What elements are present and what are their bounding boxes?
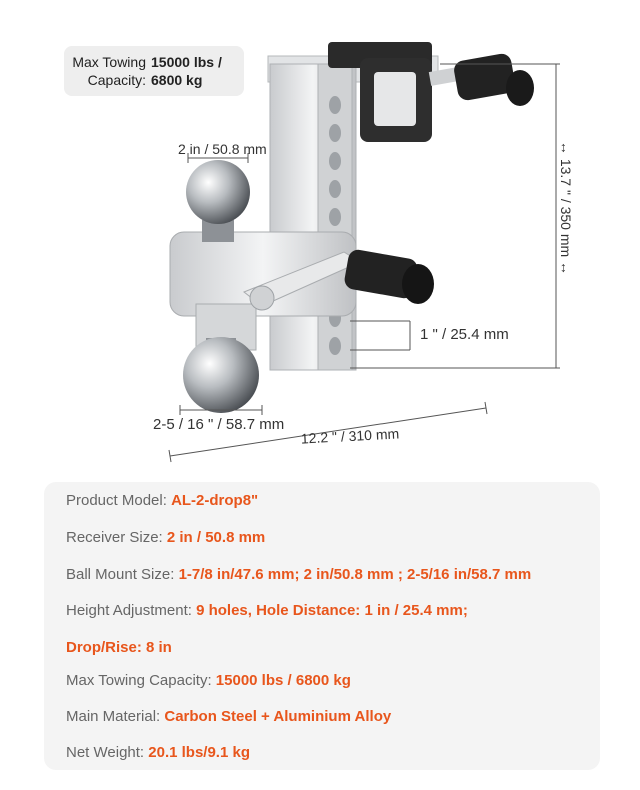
- badge-value-1: 15000 lbs /: [151, 54, 222, 70]
- spec-value: 15000 lbs / 6800 kg: [215, 672, 351, 689]
- bottom-hitch-ball: [183, 337, 259, 413]
- spec-row-model: [66, 492, 258, 509]
- badge-label-2: Capacity:: [87, 72, 146, 88]
- receiver-dimension-label: 2 in / 50.8 mm: [178, 141, 267, 157]
- spec-panel: [44, 482, 600, 770]
- top-hitch-ball: [186, 160, 250, 242]
- spec-value: 9 holes, Hole Distance: 1 in / 25.4 mm;: [196, 602, 468, 619]
- length-dimension-label: 12.2 " / 310 mm: [300, 425, 400, 447]
- hole-dimension-label: 1 " / 25.4 mm: [420, 326, 509, 343]
- spec-value: AL-2-drop8": [171, 492, 259, 509]
- spec-value: 20.1 lbs/9.1 kg: [148, 744, 250, 761]
- spec-label: Ball Mount Size:: [66, 566, 175, 583]
- spec-value: Carbon Steel + Aluminium Alloy: [164, 708, 392, 725]
- spec-value: Drop/Rise: 8 in: [66, 639, 172, 656]
- spec-row-drop: [66, 639, 172, 656]
- height-dimension-label: ↔ 13.7 " / 350 mm ↔: [558, 140, 574, 276]
- badge-label-1: Max Towing: [72, 54, 146, 70]
- spec-row-weight: [66, 744, 250, 761]
- spec-row-towing: [66, 672, 351, 689]
- pin-handle: [343, 248, 434, 304]
- spec-row-height: [66, 602, 468, 619]
- spec-label: Product Model:: [66, 492, 167, 509]
- top-lock-clamp: [328, 42, 534, 142]
- badge-value-2: 6800 kg: [151, 72, 203, 88]
- spec-label: Max Towing Capacity:: [66, 672, 212, 689]
- ball-dimension-label: 2-5 / 16 " / 58.7 mm: [153, 416, 285, 433]
- spec-value: 1-7/8 in/47.6 mm; 2 in/50.8 mm ; 2-5/16 in/58.7 mm: [178, 566, 532, 583]
- spec-row-ball-mount: [66, 566, 531, 583]
- spec-label: Receiver Size:: [66, 529, 163, 546]
- spec-value: 2 in / 50.8 mm: [166, 529, 266, 546]
- spec-label: Height Adjustment:: [66, 602, 192, 619]
- spec-row-material: [66, 708, 391, 725]
- spec-label: Net Weight:: [66, 744, 145, 761]
- spec-row-receiver: [66, 529, 265, 546]
- spec-label: Main Material:: [66, 708, 161, 725]
